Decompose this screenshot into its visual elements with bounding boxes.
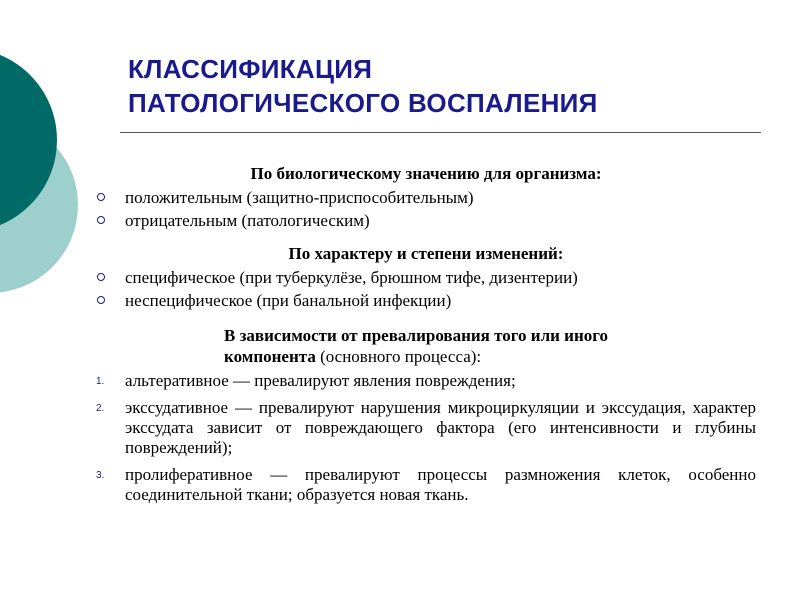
list-item	[96, 465, 756, 505]
title-divider	[120, 132, 761, 133]
slide-title-line-1: КЛАССИФИКАЦИЯ	[128, 54, 373, 84]
section-heading-component-line-2	[224, 346, 706, 367]
list-item-text: альтеративное — превалируют явления повреждения;	[125, 371, 516, 390]
slide-body	[96, 160, 756, 512]
section-heading-component-line-1: В зависимости от превалирования того или иного	[224, 326, 609, 345]
list-number: 2.	[96, 403, 105, 414]
list-item-text: пролиферативное — превалируют процессы размножения клеток, особенно соединительной ткани; образуется новая ткань.	[125, 465, 756, 504]
list-item	[96, 371, 756, 391]
list-item	[96, 290, 756, 311]
list-number: 1.	[96, 376, 105, 387]
list-item-text: отрицательным (патологическим)	[125, 211, 370, 230]
slide-title-line-2: ПАТОЛОГИЧЕСКОГО ВОСПАЛЕНИЯ	[128, 88, 598, 118]
numbered-list-component	[96, 371, 756, 505]
circle-bullet-icon	[97, 193, 105, 201]
list-item	[96, 187, 756, 208]
list-item-text: экссудативное — превалируют нарушения микроциркуляции и экссудация, характер экссудата зависит от повреждающего фактора (его интенсивности и глубины повреждений);	[125, 398, 756, 457]
list-item-text: неспецифическое (при банальной инфекции)	[125, 291, 452, 310]
list-item	[96, 210, 756, 231]
circle-bullet-icon	[97, 216, 105, 224]
circle-bullet-icon	[97, 296, 105, 304]
section-heading-component-normal: (основного процесса):	[315, 347, 482, 366]
section-heading-component	[96, 325, 706, 367]
list-number: 3.	[96, 470, 105, 481]
bullet-list-character	[96, 267, 756, 311]
slide-title	[128, 52, 598, 120]
circle-bullet-icon	[97, 273, 105, 281]
list-item	[96, 398, 756, 458]
list-item-text: положительным (защитно-приспособительным)	[125, 188, 474, 207]
section-heading-character: По характеру и степени изменений:	[288, 244, 564, 263]
section-heading-biological: По биологическому значению для организма:	[250, 164, 602, 183]
list-item	[96, 267, 756, 288]
bullet-list-biological	[96, 187, 756, 231]
list-item-text: специфическое (при туберкулёзе, брюшном тифе, дизентерии)	[125, 268, 578, 287]
section-heading-component-bold: компонента	[224, 347, 316, 366]
